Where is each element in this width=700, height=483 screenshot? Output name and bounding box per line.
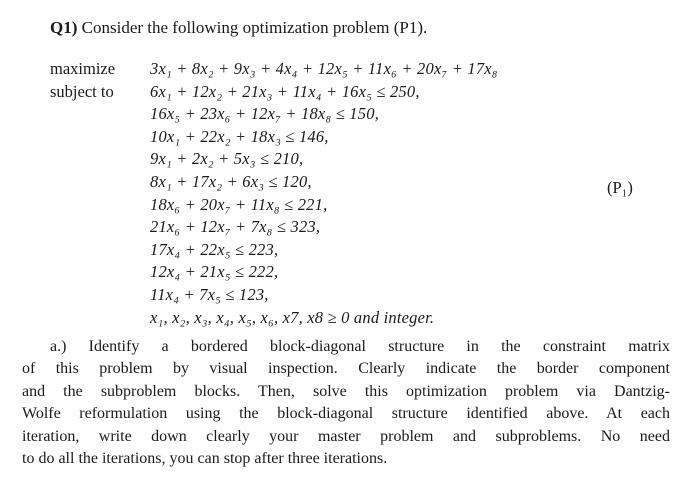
paragraph-line: a.) Identify a bordered block-diagonal structure in the constraint matrix xyxy=(50,338,670,355)
domain-constraint: x₁, x₂, x₃, x₄, x₅, x₆, x7, x8 ≥ 0 and integer. xyxy=(150,307,435,327)
constraint: 17x₄ + 22x₅ ≤ 223, xyxy=(150,239,279,259)
problem-label: (P₁) xyxy=(607,178,633,197)
question-title xyxy=(50,18,427,38)
constraint: 21x₆ + 12x₇ + 7x₈ ≤ 323, xyxy=(150,217,321,237)
constraint: 8x₁ + 17x₂ + 6x₃ ≤ 120, xyxy=(150,171,312,191)
objective-function: 3x₁ + 8x₂ + 9x₃ + 4x₄ + 12x₅ + 11x₆ + 20x₇ + 17x₈ xyxy=(150,59,498,78)
constraint: 10x₁ + 22x₂ + 18x₃ ≤ 146, xyxy=(150,126,329,146)
constraint-row xyxy=(50,171,650,194)
constraint-row xyxy=(50,284,650,307)
paragraph-line: Wolfe reformulation using the block-diagonal structure identified above. At each xyxy=(22,405,670,423)
paragraph-line: and the subproblem blocks. Then, solve this optimization problem via Dantzig- xyxy=(22,382,670,400)
domain-constraint-row xyxy=(50,307,650,330)
question-number: Q1) xyxy=(50,18,78,37)
constraint: 11x₄ + 7x₅ ≤ 123, xyxy=(150,284,269,304)
objective-row xyxy=(50,58,650,81)
paragraph-line: to do all the iterations, you can stop after three iterations. xyxy=(22,450,388,468)
paragraph-line: of this problem by visual inspection. Clearly indicate the border component xyxy=(22,360,670,378)
constraint-row xyxy=(50,148,650,171)
subject-to-keyword: subject to xyxy=(50,81,114,101)
constraint-row xyxy=(50,126,650,149)
constraint-row xyxy=(50,81,650,104)
optimization-problem xyxy=(50,58,650,329)
constraint: 18x₆ + 20x₇ + 11x₈ ≤ 221, xyxy=(150,194,328,214)
maximize-keyword: maximize xyxy=(50,59,116,78)
paragraph-line: iteration, write down clearly your master problem and subproblems. No need xyxy=(22,427,670,445)
constraint: 9x₁ + 2x₂ + 5x₃ ≤ 210, xyxy=(150,149,304,169)
constraint: 12x₄ + 21x₅ ≤ 222, xyxy=(150,262,279,282)
constraint-row xyxy=(50,103,650,126)
constraint: 16x₅ + 23x₆ + 12x₇ + 18x₈ ≤ 150, xyxy=(150,104,379,124)
part-a-question xyxy=(22,336,670,470)
constraint-row xyxy=(50,239,650,262)
constraint-row xyxy=(50,216,650,239)
question-text: Consider the following optimization problem (P1). xyxy=(77,18,428,37)
constraint: 6x₁ + 12x₂ + 21x₃ + 11x₄ + 16x₅ ≤ 250, xyxy=(150,81,420,101)
constraint-row xyxy=(50,194,650,217)
constraint-row xyxy=(50,261,650,284)
